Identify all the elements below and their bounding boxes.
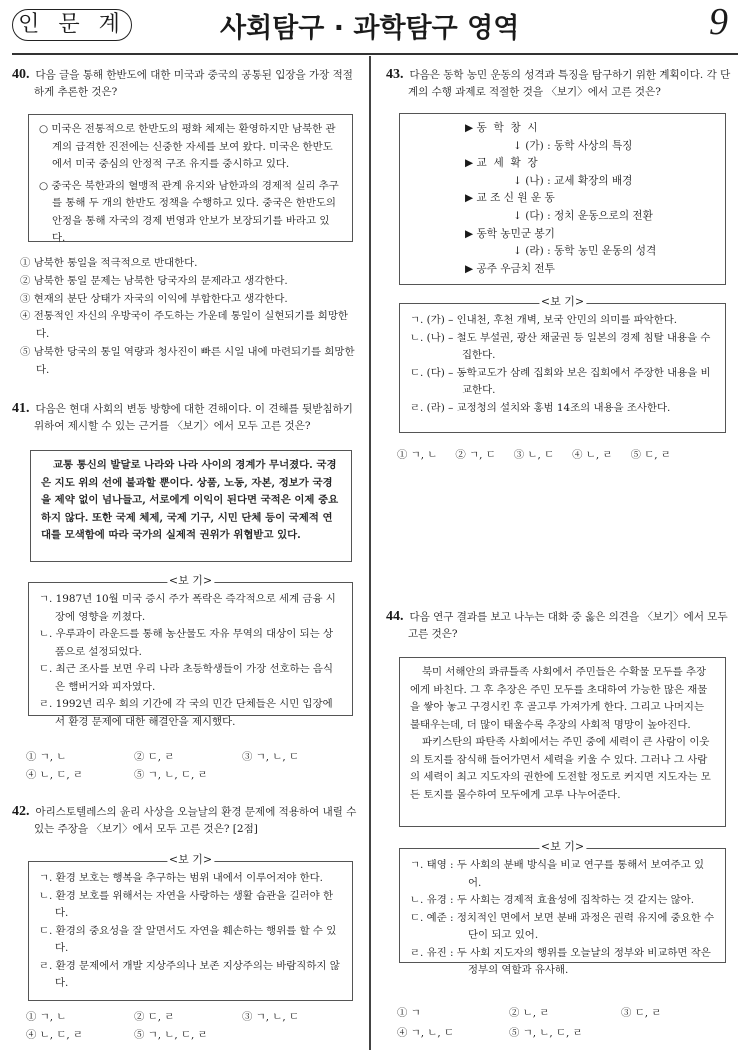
answer-option-5[interactable]: ⑤ ㄱ, ㄴ, ㄷ, ㄹ <box>509 1027 583 1039</box>
passage-paragraph: ○ 중국은 북한과의 혈맹적 관계 유지와 남한과의 경제적 실리 추구를 통해 두 개의 한반도 정책을 수행하고 있다. 중국은 한반도의 안정을 통해 자국의 경제 번영과 안보가 보장되기를 바라고 있다. <box>39 179 339 244</box>
bogi-item: ㄴ. 유경 : 두 사회는 경제적 효율성에 집착하는 것 같지는 않아. <box>410 894 695 906</box>
speaker-name: 예준 <box>426 911 447 924</box>
passage-paragraph: ○ 미국은 전통적으로 한반도의 평화 체제는 환영하지만 남북한 관계의 급격한 진전에는 신중한 자세를 보여 왔다. 미국은 한반도에서 미국 중심의 안정적 구조 유지를 중시하고 있다. <box>39 123 336 170</box>
question-41 <box>12 400 360 435</box>
speaker-name: 유경 <box>426 894 447 906</box>
answer-option-4[interactable]: ④ ㄴ, ㄷ, ㄹ <box>26 769 84 781</box>
answer-option-1[interactable]: ① ㄱ <box>397 1007 421 1019</box>
question-number: 42. <box>12 804 30 819</box>
question-stem <box>12 803 360 838</box>
bogi-item: ㄷ. 예준 : 정치적인 면에서 보면 분배 과정은 권력 유지에 중요한 수단이 되고 있어. <box>410 911 715 941</box>
flow-step: ↓ (라) : 동학 농민 운동의 성격 <box>513 245 657 258</box>
answer-option-5[interactable]: ⑤ ㄷ, ㄹ <box>630 449 671 461</box>
triangle-right-icon: ▶ <box>465 192 474 205</box>
answer-option-4[interactable]: ④ ㄱ, ㄴ, ㄷ <box>397 1027 455 1039</box>
answer-option-1[interactable]: ① ㄱ, ㄴ <box>26 1011 67 1023</box>
answer-option-5[interactable]: ⑤ ㄱ, ㄴ, ㄷ, ㄹ <box>134 1029 208 1041</box>
bogi-item: ㄷ. 최근 조사를 보면 우리 나라 초등학생들이 가장 선호하는 음식은 햄버거와 피자였다. <box>39 663 334 693</box>
bullet-icon: ○ <box>39 123 49 135</box>
answer-option-4[interactable]: ④ ㄴ, ㄹ <box>572 449 613 461</box>
answer-option-4[interactable]: ④ 전통적인 자신의 우방국이 주도하는 가운데 통일이 실현되기를 희망한다. <box>20 310 348 341</box>
bogi-item: ㄱ. 1987년 10월 미국 증시 주가 폭락은 즉각적으로 세계 금융 시장에 영향을 끼쳤다. <box>39 593 336 623</box>
question-stem <box>386 608 738 643</box>
answer-options <box>397 1003 733 1043</box>
flow-stage: ▶ 공주 우금치 전투 <box>465 262 555 275</box>
flowchart-box <box>399 113 726 285</box>
question-42 <box>12 803 360 838</box>
bogi-box <box>399 295 726 433</box>
question-40 <box>12 66 360 101</box>
track-badge: 인 문 계 <box>12 9 132 41</box>
answer-option-2[interactable]: ② 남북한 통일 문제는 남북한 당국자의 문제라고 생각한다. <box>20 274 288 287</box>
answer-option-2[interactable]: ② ㄴ, ㄹ <box>509 1007 550 1019</box>
question-text: 다음은 동학 농민 운동의 성격과 특징을 탐구하기 위한 계획이다. 각 단계의 수행 과제로 적절한 것을 〈보기〉에서 고른 것은? <box>408 69 731 98</box>
passage-box <box>28 114 353 242</box>
flow-stage: ▶ 교 세 확 장 <box>465 157 538 170</box>
bogi-label: <보 기> <box>168 853 213 866</box>
answer-option-5[interactable]: ⑤ ㄱ, ㄴ, ㄷ, ㄹ <box>134 769 208 781</box>
flow-step: ↓ (가) : 동학 사상의 특징 <box>513 139 633 152</box>
question-text: 아리스토텔레스의 윤리 사상을 오늘날의 환경 문제에 적용하여 내릴 수 있는 주장을 〈보기〉에서 모두 고른 것은? [2점] <box>34 806 357 835</box>
bogi-item: ㄱ. (가) – 인내천, 후천 개벽, 보국 안민의 의미를 파악한다. <box>410 314 678 326</box>
bogi-item: ㄹ. 1992년 리우 회의 기간에 각 국의 민간 단체들은 시민 입장에서 환경 문제에 대한 해결안을 제시했다. <box>39 698 333 728</box>
bogi-box <box>28 853 353 1001</box>
answer-options <box>20 255 356 380</box>
answer-option-3[interactable]: ③ ㄱ, ㄴ, ㄷ <box>242 1011 300 1023</box>
bullet-icon: ○ <box>39 179 49 192</box>
bogi-item: ㄴ. (나) – 철도 부설권, 광산 채굴권 등 일본의 경제 침탈 내용을 수집한다. <box>410 331 711 361</box>
speaker-name: 유진 <box>426 946 447 959</box>
answer-options <box>26 1008 350 1044</box>
page-title: 사회탐구 · 과학탐구 영역 <box>220 13 520 44</box>
question-stem <box>12 400 360 435</box>
passage-paragraph: 북미 서해안의 콰큐틀족 사회에서 주민들은 수확물 모두를 추장에게 바친다. 그 후 추장은 주민 모두를 초대하여 가능한 많은 재물을 쌓아 놓고 구경시킨 후 골고루 가져가게 한다. 그리고 나머지는 불태우는데, 더 많이 태울수록 추장의 사회적 명망이 높아진다. <box>410 666 708 731</box>
bogi-item: ㄷ. (다) – 동학교도가 삼례 집회와 보은 집회에서 주장한 내용을 비교한다. <box>410 366 711 396</box>
question-text: 다음 글을 통해 한반도에 대한 미국과 중국의 공통된 입장을 가장 적절하게 추론한 것은? <box>34 69 353 98</box>
answer-options <box>26 748 350 784</box>
answer-options <box>397 446 671 461</box>
passage-text: 교통 통신의 발달로 나라와 나라 사이의 경계가 무너졌다. 국경은 지도 위의 선에 불과할 뿐이다. 상품, 노동, 자본, 정보가 국경을 제약 없이 넘나들고, 서로에게 이익이 된다면 국적은 이제 중요하지 않다. 또한 국제 체제, 국제 기구, 시민 단체 등이 국제적 연대를 모색함에 따라 국가의 실제적 권위가 위협받고 있다. <box>41 459 339 541</box>
bogi-item: ㄹ. 유진 : 두 사회 지도자의 행위를 오늘날의 정부와 비교하면 작은 정부의 역할과 유사해. <box>410 946 711 976</box>
bogi-item: ㄴ. 우루과이 라운드를 통해 농산물도 자유 무역의 대상이 되는 상품으로 설정되었다. <box>39 628 334 658</box>
bogi-label: <보 기> <box>540 840 585 853</box>
page-number: 9 <box>709 1 728 43</box>
triangle-right-icon: ▶ <box>465 157 474 170</box>
flow-step: ↓ (다) : 정치 운동으로의 전환 <box>513 209 653 222</box>
answer-option-1[interactable]: ① ㄱ, ㄴ <box>26 751 67 763</box>
page-header <box>0 0 750 52</box>
question-43 <box>386 66 738 101</box>
bogi-item: ㄹ. 환경 문제에서 개발 지상주의나 보존 지상주의는 바람직하지 않다. <box>39 959 340 989</box>
answer-option-2[interactable]: ② ㄷ, ㄹ <box>134 751 175 763</box>
answer-option-2[interactable]: ② ㄷ, ㄹ <box>134 1011 175 1023</box>
passage-box <box>30 450 352 562</box>
bogi-box <box>399 840 726 976</box>
triangle-right-icon: ▶ <box>465 227 474 240</box>
column-divider <box>369 56 371 1050</box>
bogi-item: ㄱ. 태영 : 두 사회의 분배 방식을 비교 연구를 통해서 보여주고 있어. <box>410 859 705 889</box>
answer-option-2[interactable]: ② ㄱ, ㄷ <box>455 449 496 461</box>
answer-option-5[interactable]: ⑤ 남북한 당국의 통일 역량과 청사진이 빠른 시일 내에 마련되기를 희망한다. <box>20 345 355 376</box>
flow-stage: ▶ 동 학 창 시 <box>465 122 538 134</box>
flow-stage: ▶ 동학 농민군 봉기 <box>465 227 555 240</box>
question-text: 다음은 현대 사회의 변동 방향에 대한 견해이다. 이 견해를 뒷받침하기 위하여 제시할 수 있는 근거를 〈보기〉에서 모두 고른 것은? <box>34 403 353 432</box>
answer-option-3[interactable]: ③ ㄱ, ㄴ, ㄷ <box>242 751 300 763</box>
passage-box <box>399 657 726 827</box>
passage-paragraph: 파키스탄의 파탄족 사회에서는 주민 중에 세력이 큰 사람이 이웃의 토지를 잠식해 들어가면서 세력을 키울 수 있다. 그러나 그 사람의 세력이 최고 지도자의 권한에 도전할 정도로 커지면 지도자는 모든 토지를 몰수하여 모두에게 고루 나누어준다. <box>410 736 711 801</box>
question-number: 40. <box>12 67 30 82</box>
bogi-label: <보 기> <box>168 574 213 587</box>
bogi-item: ㄷ. 환경의 중요성을 잘 알면서도 자연을 훼손하는 행위를 할 수 있다. <box>39 924 337 954</box>
bogi-item: ㄹ. (라) – 교정청의 설치와 홍범 14조의 내용을 조사한다. <box>410 401 671 414</box>
speaker-name: 태영 <box>426 859 447 871</box>
bogi-item: ㄴ. 환경 보호를 위해서는 자연을 사랑하는 생활 습관을 길러야 한다. <box>39 889 334 919</box>
answer-option-1[interactable]: ① 남북한 통일을 적극적으로 반대한다. <box>20 257 198 269</box>
bogi-label: <보 기> <box>540 295 585 308</box>
triangle-right-icon: ▶ <box>465 122 474 134</box>
answer-option-3[interactable]: ③ ㄷ, ㄹ <box>621 1007 662 1019</box>
header-divider <box>12 53 738 55</box>
bogi-item: ㄱ. 환경 보호는 행복을 추구하는 범위 내에서 이루어져야 한다. <box>39 872 323 884</box>
question-number: 43. <box>386 67 404 82</box>
question-number: 41. <box>12 401 30 416</box>
answer-option-1[interactable]: ① ㄱ, ㄴ <box>397 449 438 461</box>
bogi-box <box>28 574 353 728</box>
flow-stage: ▶ 교 조 신 원 운 동 <box>465 192 555 205</box>
flow-step: ↓ (나) : 교세 확장의 배경 <box>513 174 633 187</box>
answer-option-3[interactable]: ③ 현재의 분단 상태가 자국의 이익에 부합한다고 생각한다. <box>20 292 288 305</box>
question-number: 44. <box>386 609 404 624</box>
answer-option-4[interactable]: ④ ㄴ, ㄷ, ㄹ <box>26 1029 84 1041</box>
question-stem <box>12 66 360 101</box>
question-stem <box>386 66 738 101</box>
question-44 <box>386 608 738 643</box>
triangle-right-icon: ▶ <box>465 262 474 275</box>
answer-option-3[interactable]: ③ ㄴ, ㄷ <box>513 449 555 461</box>
question-text: 다음 연구 결과를 보고 나누는 대화 중 옳은 의견을 〈보기〉에서 모두 고른 것은? <box>408 611 728 640</box>
